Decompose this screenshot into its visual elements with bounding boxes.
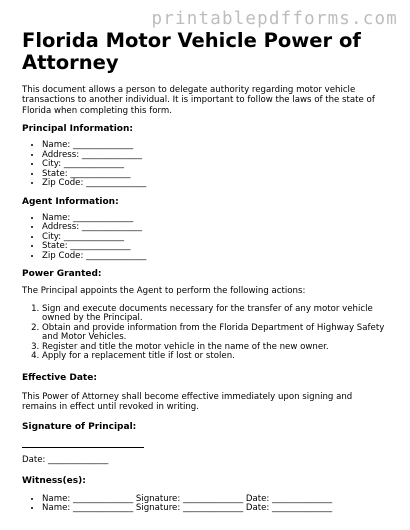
agent-field-list: [22, 214, 388, 262]
document-page: [22, 30, 388, 514]
witness-row: • Name: ______________ Signature: ______________ Date: ______________: [42, 495, 388, 505]
principal-city-field: • City: ______________: [42, 160, 388, 170]
witness-row: • Name: ______________ Signature: ______________ Date: ______________: [42, 504, 388, 514]
principal-heading: Principal Information:: [22, 124, 134, 135]
power-action-item: 2. Obtain and provide information from the Florida Department of Highway Safety and Motor Vehicles.: [42, 324, 388, 343]
document-title: Florida Motor Vehicle Power of Attorney: [22, 29, 361, 74]
effective-date-heading: Effective Date:: [22, 372, 97, 383]
principal-zip-field: • Zip Code: ______________: [42, 179, 388, 189]
power-action-list: [22, 305, 388, 362]
principal-address-field: • Address: ______________: [42, 151, 388, 161]
principal-field-list: [22, 141, 388, 189]
effective-date-text: This Power of Attorney shall become effective immediately upon signing and remains in effect until revoked in writing.: [22, 391, 353, 413]
principal-name-field: • Name: ______________: [42, 141, 388, 151]
agent-state-field: • State: ______________: [42, 242, 388, 252]
watermark: printablepdfforms.com: [151, 9, 398, 29]
witness-list: [22, 495, 388, 514]
power-action-item: 3. Register and title the motor vehicle in the name of the new owner.: [42, 343, 388, 353]
agent-zip-field: • Zip Code: ______________: [42, 252, 388, 262]
signature-date-field: Date: ______________: [22, 455, 109, 466]
principal-state-field: • State: ______________: [42, 170, 388, 180]
witness-heading: Witness(es):: [22, 475, 86, 486]
agent-address-field: • Address: ______________: [42, 223, 388, 233]
agent-name-field: • Name: ______________: [42, 214, 388, 224]
signature-heading: Signature of Principal:: [22, 422, 137, 433]
agent-city-field: • City: ______________: [42, 233, 388, 243]
agent-heading: Agent Information:: [22, 196, 119, 207]
power-granted-intro: The Principal appoints the Agent to perform the following actions:: [22, 286, 306, 297]
intro-paragraph: This document allows a person to delegate authority regarding motor vehicle transactions to another individual. It is important to follow the laws of the state of Florida when completing this form.: [22, 85, 375, 116]
power-granted-heading: Power Granted:: [22, 269, 102, 280]
power-action-item: 1. Sign and execute documents necessary for the transfer of any motor vehicle owned by the Principal.: [42, 305, 388, 324]
power-action-item: 4. Apply for a replacement title if lost or stolen.: [42, 352, 388, 362]
signature-line: [22, 447, 144, 448]
